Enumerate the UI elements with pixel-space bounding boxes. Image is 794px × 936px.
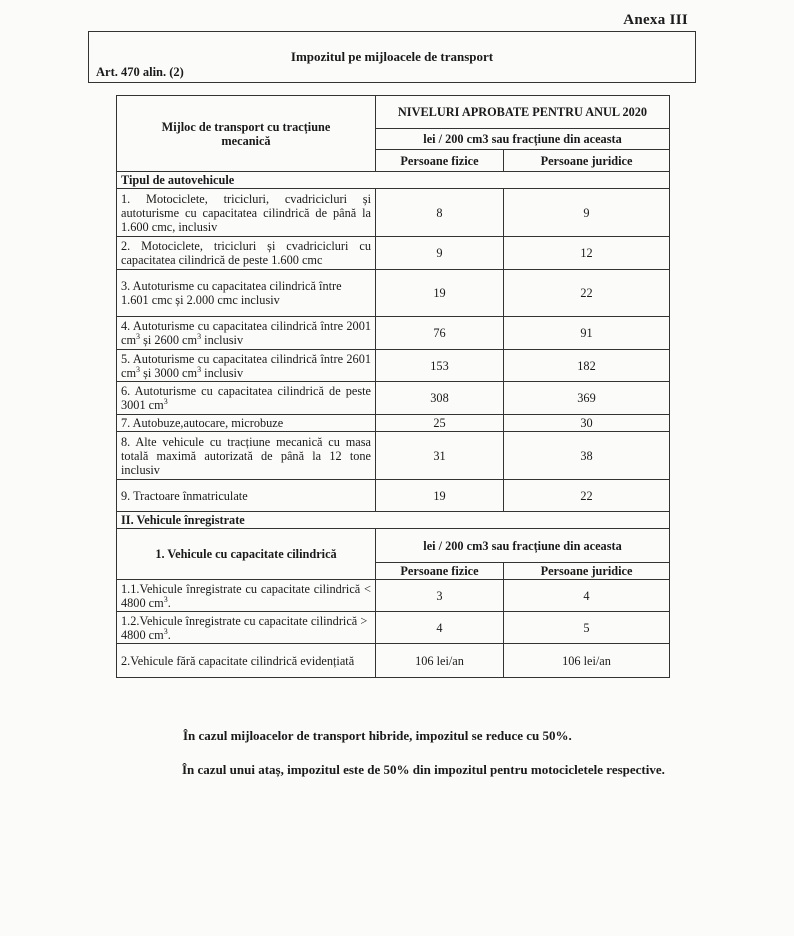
table-row <box>117 270 670 317</box>
pj-value: 30 <box>504 415 670 432</box>
row-label: 8. Alte vehicule cu tracțiune mecanică cu masa totală maximă autorizată de până la 12 tone inclusiv <box>117 432 376 480</box>
row-label: 6. Autoturisme cu capacitatea cilindrică de peste 3001 $cm^3$ <box>117 382 376 415</box>
pj-column-header: Persoane juridice <box>504 150 670 172</box>
row-label: 2. Motociclete, tricicluri și cvadricicluri cu capacitatea cilindrică de peste 1.600 cmc <box>117 237 376 270</box>
pj-value: 182 <box>504 350 670 382</box>
unit-header: lei / 200 cm3 sau fracțiune din aceasta <box>376 129 670 150</box>
row-label: 1.2.Vehicule înregistrate cu capacitate cilindrică > 4800 $cm^3$. <box>117 612 376 644</box>
levels-column-header: NIVELURI APROBATE PENTRU ANUL 2020 <box>376 96 670 129</box>
vehicle-column-header: Mijloc de transport cu tracțiune mecanică <box>117 96 376 172</box>
table-row <box>117 480 670 512</box>
row-label: 7. Autobuze,autocare, microbuze <box>117 415 376 432</box>
row-label: 1.1.Vehicule înregistrate cu capacitate cilindrică < 4800 $cm^3$. <box>117 580 376 612</box>
tax-table <box>116 95 670 678</box>
table-row <box>117 415 670 432</box>
pj-value: 91 <box>504 317 670 350</box>
sidecar-note: În cazul unui ataș, impozitul este de 50% din impozitul pentru motocicletele respective. <box>182 762 665 777</box>
pf-value: 31 <box>376 432 504 480</box>
table-row <box>117 432 670 480</box>
pf-value: 25 <box>376 415 504 432</box>
table-row <box>117 612 670 644</box>
pj-value: 22 <box>504 270 670 317</box>
pj-value: 5 <box>504 612 670 644</box>
row-label: 5. Autoturisme cu capacitatea cilindrică între 2601 $cm^3$ și 3000 $cm^3$ inclusiv <box>117 350 376 382</box>
pf-column-header: Persoane fizice <box>376 150 504 172</box>
table-row <box>117 189 670 237</box>
table-row <box>117 644 670 678</box>
annex-label: Anexa III <box>623 12 688 28</box>
pf-value: 4 <box>376 612 504 644</box>
row-label: 1. Motociclete, tricicluri, cvadricicluri și autoturisme cu capacitatea cilindrică de până la 1.600 cmc, inclusiv <box>117 189 376 237</box>
row-label: 2.Vehicule fără capacitate cilindrică evidențiată <box>117 644 376 678</box>
pj-value: 38 <box>504 432 670 480</box>
row-label: 4. Autoturisme cu capacitatea cilindrică între 2001 $cm^3$ și 2600 $cm^3$ inclusiv <box>117 317 376 350</box>
pf-value: 153 <box>376 350 504 382</box>
unit-header: lei / 200 cm3 sau fracțiune din aceasta <box>376 529 670 563</box>
pf-value: 308 <box>376 382 504 415</box>
table-row <box>117 350 670 382</box>
article-reference: Art. 470 alin. (2) <box>96 65 184 79</box>
pf-value: 76 <box>376 317 504 350</box>
pj-value: 369 <box>504 382 670 415</box>
table-row <box>117 237 670 270</box>
hybrid-note: În cazul mijloacelor de transport hibride, impozitul se reduce cu 50%. <box>183 728 572 743</box>
table-row <box>117 580 670 612</box>
row-label: 3. Autoturisme cu capacitatea cilindrică între 1.601 cmc și 2.000 cmc inclusiv <box>117 270 376 317</box>
pj-column-header: Persoane juridice <box>504 563 670 580</box>
document-header <box>88 31 696 83</box>
pf-value: 9 <box>376 237 504 270</box>
table-row <box>117 382 670 415</box>
pf-value: 19 <box>376 270 504 317</box>
pj-value: 4 <box>504 580 670 612</box>
pj-value: 106 lei/an <box>504 644 670 678</box>
subsection-header: 1. Vehicule cu capacitate cilindrică <box>117 529 376 580</box>
row-label: 9. Tractoare înmatriculate <box>117 480 376 512</box>
pf-value: 8 <box>376 189 504 237</box>
pf-column-header: Persoane fizice <box>376 563 504 580</box>
pj-value: 12 <box>504 237 670 270</box>
pf-value: 106 lei/an <box>376 644 504 678</box>
section-header: II. Vehicule înregistrate <box>117 512 670 529</box>
pf-value: 19 <box>376 480 504 512</box>
table-row <box>117 317 670 350</box>
pj-value: 9 <box>504 189 670 237</box>
section-header: Tipul de autovehicule <box>117 172 670 189</box>
pf-value: 3 <box>376 580 504 612</box>
document-title: Impozitul pe mijloacele de transport <box>290 49 494 64</box>
pj-value: 22 <box>504 480 670 512</box>
